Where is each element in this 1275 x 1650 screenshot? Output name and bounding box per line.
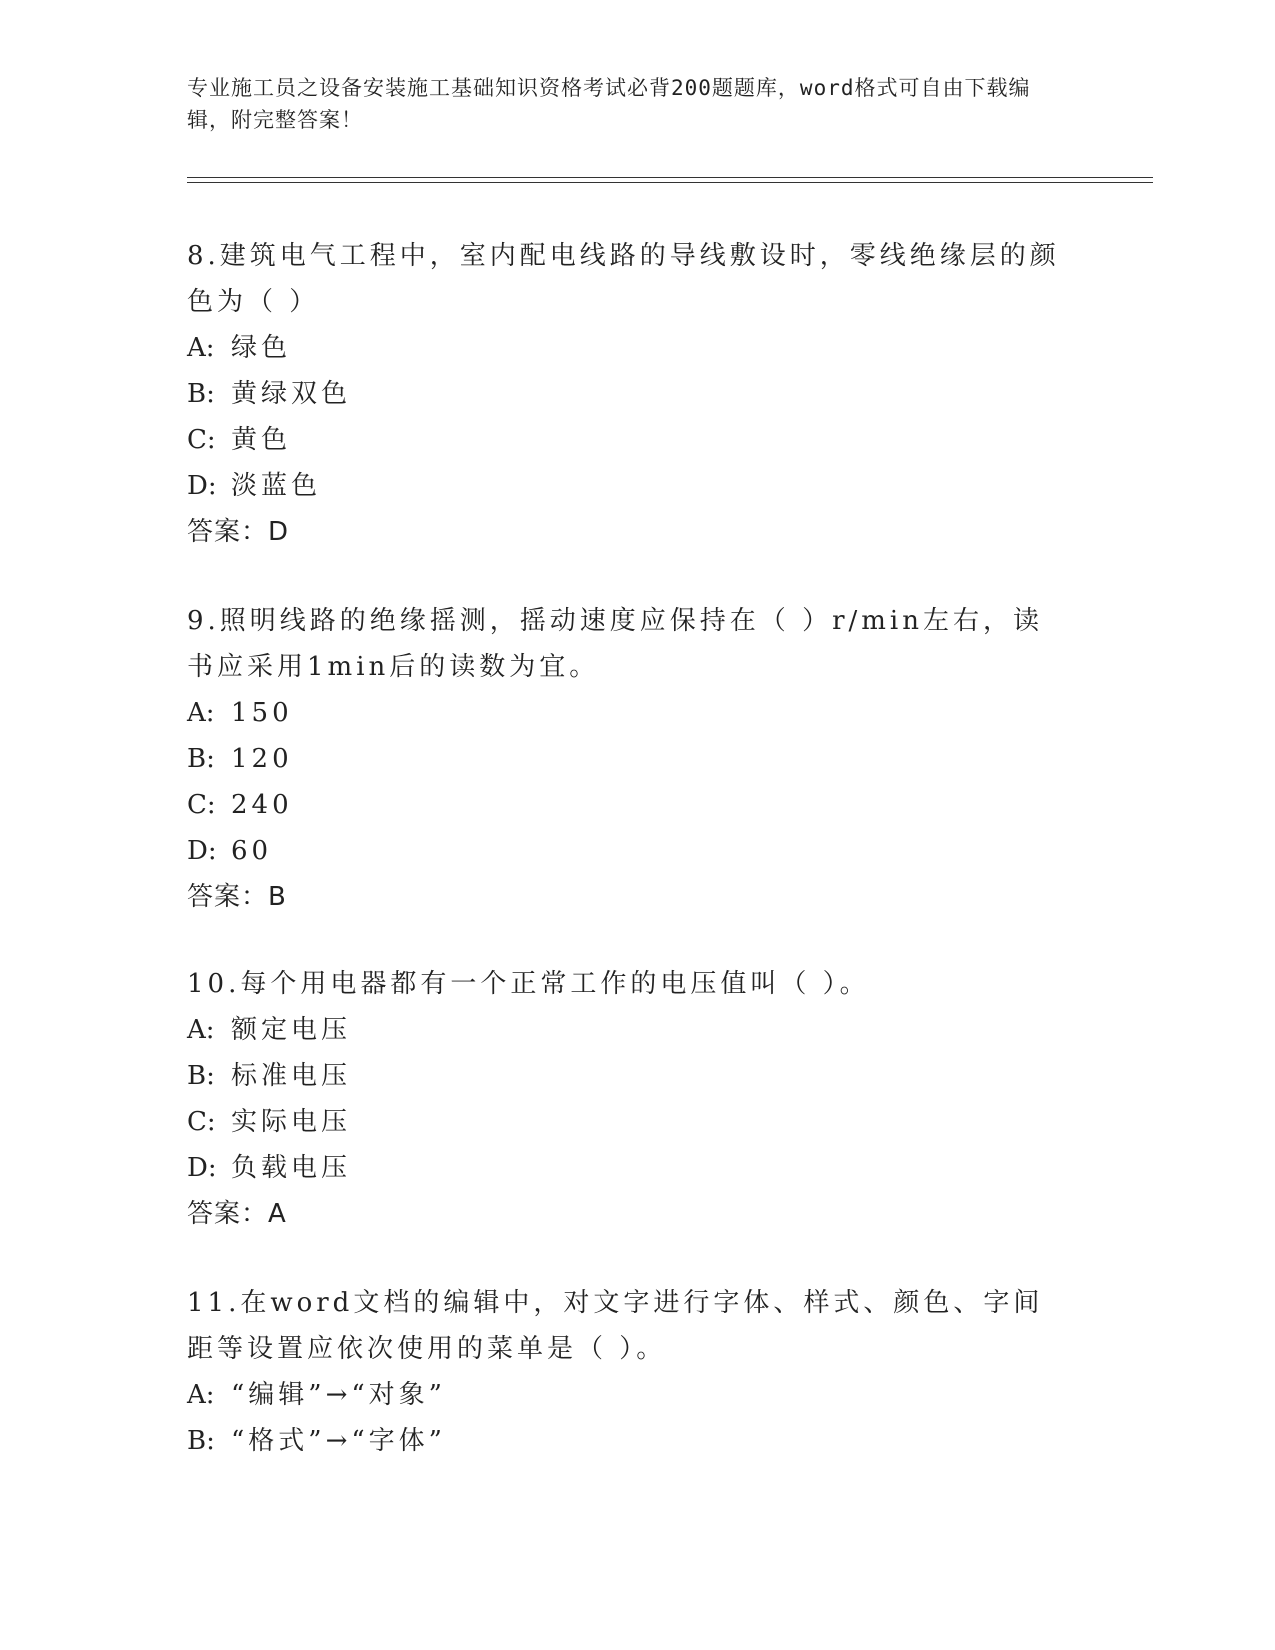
answer-line: 答案：A bbox=[187, 1199, 287, 1229]
option-c bbox=[187, 417, 1067, 463]
option-label: B: bbox=[187, 744, 215, 774]
question-11 bbox=[187, 1280, 1067, 1464]
option-text: 120 bbox=[231, 744, 293, 774]
option-text: “编辑”→“对象” bbox=[231, 1380, 446, 1410]
option-a bbox=[187, 1372, 1067, 1418]
option-label: A: bbox=[187, 698, 215, 728]
answer-line: 答案：D bbox=[187, 517, 290, 547]
question-8 bbox=[187, 233, 1067, 555]
option-text: 黄色 bbox=[231, 425, 292, 455]
option-label: A: bbox=[187, 1380, 215, 1410]
option-text: 60 bbox=[231, 836, 273, 866]
option-b bbox=[187, 1418, 1067, 1464]
option-d bbox=[187, 828, 1067, 874]
option-label: A: bbox=[187, 333, 215, 363]
option-text: 负载电压 bbox=[231, 1153, 352, 1183]
option-label: D: bbox=[187, 836, 217, 866]
option-d bbox=[187, 463, 1067, 509]
option-text: 150 bbox=[231, 698, 293, 728]
option-text: 额定电压 bbox=[231, 1015, 352, 1045]
option-a bbox=[187, 1007, 1067, 1053]
option-a bbox=[187, 690, 1067, 736]
option-label: C: bbox=[187, 1107, 216, 1137]
answer-line: 答案：B bbox=[187, 882, 287, 912]
option-label: C: bbox=[187, 790, 216, 820]
option-b bbox=[187, 1053, 1067, 1099]
option-text: 淡蓝色 bbox=[231, 471, 322, 501]
option-label: B: bbox=[187, 1426, 215, 1456]
option-text: 240 bbox=[231, 790, 293, 820]
option-label: A: bbox=[187, 1015, 215, 1045]
question-stem: 9.照明线路的绝缘摇测，摇动速度应保持在（ ）r/min左右，读书应采用1min后的读数为宜。 bbox=[187, 606, 1043, 682]
option-text: 实际电压 bbox=[231, 1107, 352, 1137]
question-stem: 10.每个用电器都有一个正常工作的电压值叫（ ）。 bbox=[187, 969, 870, 999]
option-text: 黄绿双色 bbox=[231, 379, 352, 409]
option-label: D: bbox=[187, 471, 217, 501]
option-a bbox=[187, 325, 1067, 371]
header-divider-top bbox=[187, 177, 1153, 178]
option-label: B: bbox=[187, 379, 215, 409]
question-9 bbox=[187, 598, 1067, 920]
document-header: 专业施工员之设备安装施工基础知识资格考试必背200题题库，word格式可自由下载编辑，附完整答案！ bbox=[187, 76, 1031, 132]
option-text: “格式”→“字体” bbox=[231, 1426, 446, 1456]
option-label: B: bbox=[187, 1061, 215, 1091]
option-c bbox=[187, 782, 1067, 828]
option-label: D: bbox=[187, 1153, 217, 1183]
option-label: C: bbox=[187, 425, 216, 455]
option-b bbox=[187, 371, 1067, 417]
option-d bbox=[187, 1145, 1067, 1191]
question-10 bbox=[187, 961, 1067, 1237]
header-divider-bottom bbox=[187, 182, 1153, 183]
question-stem: 8.建筑电气工程中，室内配电线路的导线敷设时，零线绝缘层的颜色为（ ） bbox=[187, 241, 1060, 317]
option-b bbox=[187, 736, 1067, 782]
option-text: 绿色 bbox=[231, 333, 292, 363]
option-text: 标准电压 bbox=[231, 1061, 352, 1091]
question-stem: 11.在word文档的编辑中，对文字进行字体、样式、颜色、字间距等设置应依次使用的菜单是（ ）。 bbox=[187, 1288, 1044, 1364]
option-c bbox=[187, 1099, 1067, 1145]
